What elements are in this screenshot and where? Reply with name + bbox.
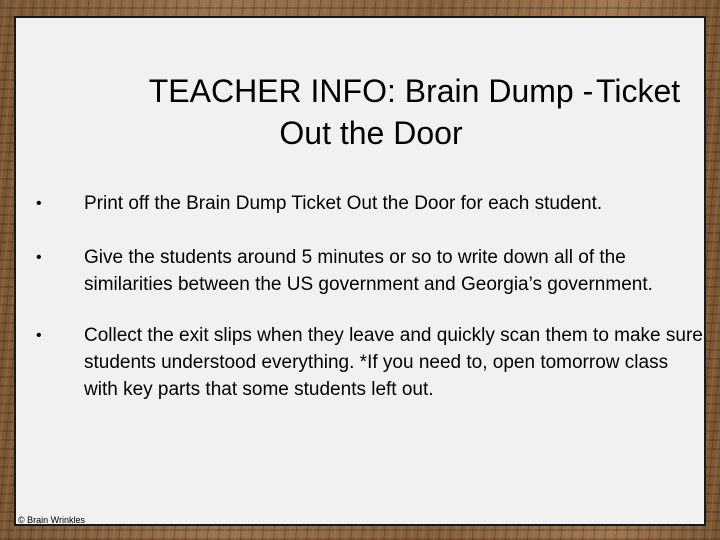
bullet-item [36,190,706,217]
slide-title-ticket: Ticket [596,73,681,109]
bullet-text: Collect the exit slips when they leave and quickly scan them to make sure students understood everything. *If you need to, open tomorrow class with key parts that some students left out. [84,325,703,400]
slide [14,16,706,526]
bullet-icon: • [36,195,42,212]
slide-title-line-2: Out the Door [279,115,463,151]
bullet-icon: • [36,327,42,344]
bullet-item [36,244,706,298]
bullet-text: Give the students around 5 minutes or so to write down all of the similarities between the US government and Georgia’s government. [84,247,653,295]
slide-title-line-1: TEACHER INFO: Brain Dump - [148,73,594,109]
bullet-item [36,322,706,403]
copyright-footer: © Brain Wrinkles [18,515,85,525]
bullet-icon: • [36,249,42,266]
bullet-list [36,190,706,423]
bullet-text: Print off the Brain Dump Ticket Out the Door for each student. [84,193,603,214]
